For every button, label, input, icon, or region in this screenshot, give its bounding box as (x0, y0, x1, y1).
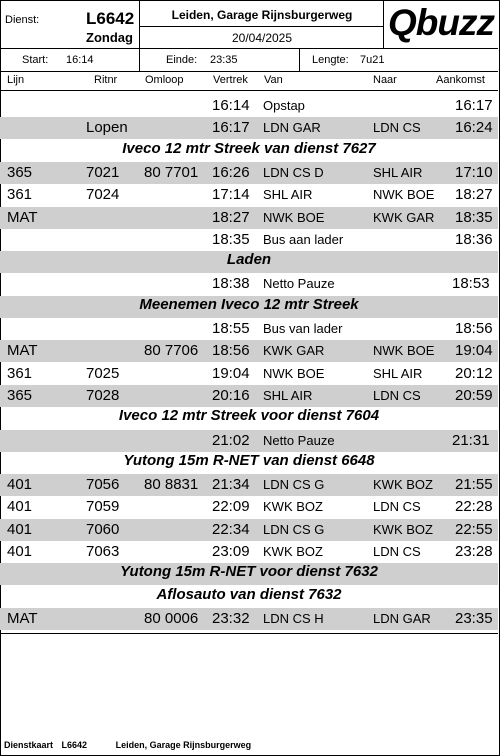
einde-time: 23:35 (210, 54, 238, 66)
row-naar: KWK GAR (373, 209, 435, 225)
section-title: Yutong 15m R-NET van dienst 6648 (123, 451, 375, 469)
einde-cell (140, 49, 300, 72)
table-bottom-divider (0, 633, 498, 634)
row-lijn: 365 (7, 163, 33, 181)
pause-row (0, 430, 498, 452)
section-title: Iveco 12 mtr Streek voor dienst 7604 (118, 407, 380, 425)
row-vertrek: 20:16 (212, 386, 250, 404)
section-title: Iveco 12 mtr Streek van dienst 7627 (122, 139, 376, 157)
row-lijn: MAT (7, 342, 38, 360)
qbuzz-logo: Qbuzz (388, 2, 494, 43)
row-ritnr: Lopen (86, 119, 128, 137)
start-time: 16:14 (66, 54, 94, 66)
row-naar: KWK BOZ (373, 477, 433, 493)
pause-end: 18:53 (452, 275, 490, 293)
dienst-label: Dienst: (5, 14, 40, 26)
table-row (0, 184, 498, 206)
row-lijn: 361 (7, 364, 33, 382)
footer-label: Dienstkaart (4, 740, 54, 750)
row-van: LDN GAR (263, 120, 321, 136)
pause-label: Netto Pauze (263, 276, 335, 292)
row-van: Opstap (263, 98, 305, 113)
start-label: Start: (22, 54, 49, 66)
footer-location: Leiden, Garage Rijnsburgerweg (115, 740, 252, 750)
row-ritnr: 7060 (86, 520, 120, 538)
row-aankomst: 22:55 (455, 520, 493, 538)
date-cell (140, 27, 384, 49)
footer (4, 740, 251, 750)
row-omloop: 80 7701 (144, 163, 199, 181)
lengte-value: 7u21 (360, 54, 385, 66)
location-cell (140, 0, 384, 27)
lengte-cell (300, 49, 498, 72)
table-row (0, 229, 498, 251)
pause-label: Netto Pauze (263, 432, 335, 448)
section-title-row (0, 452, 498, 474)
row-ritnr: 7063 (86, 543, 120, 560)
row-naar: KWK BOZ (373, 521, 433, 537)
row-vertrek: 18:55 (212, 320, 250, 337)
row-van: LDN CS G (263, 477, 325, 493)
table-row (0, 385, 498, 407)
row-naar: SHL AIR (373, 164, 423, 180)
row-aankomst: 18:35 (455, 208, 493, 226)
row-vertrek: 22:09 (212, 498, 250, 516)
row-naar: LDN CS (373, 120, 421, 136)
date-label: 20/04/2025 (231, 31, 293, 45)
row-ritnr: 7025 (86, 364, 120, 382)
table-row (0, 95, 498, 117)
row-van: LDN CS D (263, 164, 324, 180)
table-row (0, 363, 498, 385)
row-ritnr: 7059 (86, 498, 120, 516)
row-omloop: 80 8831 (144, 476, 199, 494)
location-label: Leiden, Garage Rijnsburgerweg (171, 8, 353, 22)
row-aankomst: 18:56 (455, 320, 493, 337)
lengte-label: Lengte: (312, 54, 349, 66)
section-title: Yutong 15m R-NET voor dienst 7632 (120, 563, 378, 581)
row-van: KWK BOZ (263, 499, 323, 515)
section-title-row (0, 407, 498, 429)
row-van: NWK BOE (263, 365, 325, 381)
row-van: KWK BOZ (263, 544, 323, 559)
table-row (0, 519, 498, 541)
row-omloop: 80 0006 (144, 609, 199, 627)
row-vertrek: 19:04 (212, 364, 250, 382)
table-row (0, 608, 498, 630)
row-naar: LDN CS (373, 544, 421, 559)
row-vertrek: 17:14 (212, 186, 250, 204)
row-aankomst: 17:10 (455, 163, 493, 181)
col-lijn: Lijn (7, 74, 25, 86)
row-ritnr: 7028 (86, 386, 120, 404)
row-ritnr: 7021 (86, 163, 120, 181)
table-row (0, 474, 498, 496)
row-van: LDN CS H (263, 610, 324, 626)
row-van: SHL AIR (263, 187, 313, 203)
row-vertrek: 18:56 (212, 342, 250, 360)
section-title-row (0, 140, 498, 162)
row-naar: LDN CS (373, 387, 421, 403)
header (0, 0, 498, 72)
row-lijn: 401 (7, 476, 33, 494)
table-row (0, 117, 498, 139)
row-aankomst: 18:27 (455, 186, 493, 204)
section-title-row (0, 586, 498, 608)
row-aankomst: 22:28 (455, 498, 493, 516)
section-title: Aflosauto van dienst 7632 (156, 585, 342, 603)
row-aankomst: 16:24 (455, 119, 493, 137)
row-aankomst: 19:04 (455, 342, 493, 360)
section-title-row (0, 296, 498, 318)
pause-end: 21:31 (452, 431, 490, 449)
row-lijn: 401 (7, 543, 33, 560)
row-vertrek: 18:35 (212, 230, 250, 248)
row-van: Bus van lader (263, 321, 343, 336)
table-row (0, 541, 498, 563)
col-aankomst: Aankomst (436, 74, 485, 86)
row-aankomst: 18:36 (455, 230, 493, 248)
footer-code: L6642 (61, 740, 88, 750)
column-header-row (0, 72, 498, 91)
row-lijn: MAT (7, 208, 38, 226)
row-vertrek: 16:26 (212, 163, 250, 181)
row-ritnr: 7024 (86, 186, 120, 204)
row-aankomst: 16:17 (455, 97, 493, 114)
logo-cell (384, 0, 498, 49)
row-naar: NWK BOE (373, 343, 435, 359)
section-title-row (0, 251, 498, 273)
row-van: Bus aan lader (263, 231, 344, 247)
row-van: SHL AIR (263, 387, 313, 403)
table-row (0, 496, 498, 518)
einde-label: Einde: (166, 54, 198, 66)
col-naar: Naar (373, 74, 397, 86)
section-title: Laden (226, 251, 272, 269)
day-label: Zondag (86, 30, 133, 45)
row-lijn: 365 (7, 386, 33, 404)
pause-start: 18:38 (212, 275, 250, 293)
start-cell (0, 49, 140, 72)
row-omloop: 80 7706 (144, 342, 199, 360)
col-vertrek: Vertrek (213, 74, 248, 86)
section-title: Meenemen Iveco 12 mtr Streek (139, 295, 359, 313)
row-aankomst: 21:55 (455, 476, 493, 494)
row-van: KWK GAR (263, 343, 325, 359)
table-row (0, 318, 498, 340)
row-naar: LDN CS (373, 499, 421, 515)
row-lijn: MAT (7, 609, 38, 627)
row-ritnr: 7056 (86, 476, 120, 494)
col-ritnr: Ritnr (94, 74, 118, 86)
table-row (0, 207, 498, 229)
table-row (0, 340, 498, 362)
row-vertrek: 21:34 (212, 476, 250, 494)
row-vertrek: 22:34 (212, 520, 250, 538)
row-vertrek: 16:17 (212, 119, 250, 137)
col-omloop: Omloop (145, 74, 184, 86)
row-vertrek: 23:09 (212, 543, 250, 560)
row-naar: LDN GAR (373, 610, 431, 626)
pause-row (0, 273, 498, 295)
table-row (0, 162, 498, 184)
row-van: NWK BOE (263, 209, 325, 225)
row-naar: SHL AIR (373, 365, 423, 381)
row-lijn: 401 (7, 498, 33, 516)
row-aankomst: 23:28 (455, 543, 493, 560)
row-naar: NWK BOE (373, 187, 435, 203)
row-vertrek: 23:32 (212, 609, 250, 627)
row-aankomst: 20:12 (455, 364, 493, 382)
col-van: Van (264, 74, 283, 86)
row-aankomst: 20:59 (455, 386, 493, 404)
dienst-cell (0, 0, 140, 49)
row-lijn: 361 (7, 186, 33, 204)
row-vertrek: 16:14 (212, 97, 250, 114)
row-lijn: 401 (7, 520, 33, 538)
dienst-code: L6642 (86, 9, 135, 28)
pause-start: 21:02 (212, 431, 250, 449)
section-title-row (0, 563, 498, 585)
row-aankomst: 23:35 (455, 609, 493, 627)
row-vertrek: 18:27 (212, 208, 250, 226)
row-van: LDN CS G (263, 521, 325, 537)
